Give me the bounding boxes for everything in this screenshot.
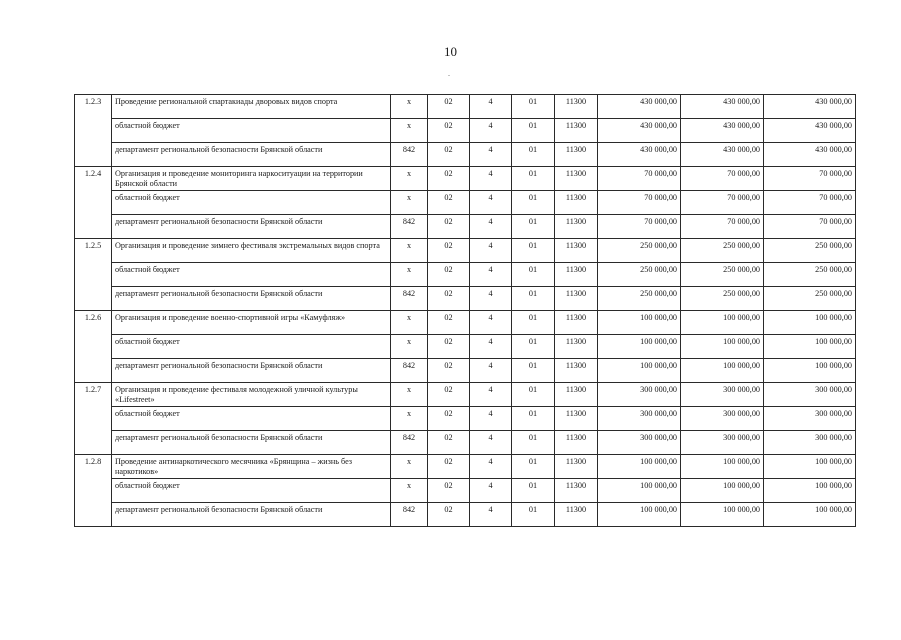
amount-year3-cell: 300 000,00 <box>764 431 856 455</box>
table-row <box>75 143 856 167</box>
section-code-cell: 02 <box>428 479 470 503</box>
amount-year2-cell: 300 000,00 <box>681 407 764 431</box>
table-row <box>75 119 856 143</box>
amount-year1-cell: 300 000,00 <box>598 383 681 407</box>
measure-code-cell: 01 <box>512 335 555 359</box>
amount-year3-cell: 100 000,00 <box>764 503 856 527</box>
measure-code-cell: 01 <box>512 263 555 287</box>
subsection-code-cell: 4 <box>470 143 512 167</box>
item-name-cell: Проведение региональной спартакиады дворовых видов спорта <box>112 95 391 119</box>
amount-year3-cell: 300 000,00 <box>764 407 856 431</box>
amount-year1-cell: 70 000,00 <box>598 191 681 215</box>
amount-year1-cell: 70 000,00 <box>598 167 681 191</box>
subsection-code-cell: 4 <box>470 431 512 455</box>
table-row <box>75 383 856 407</box>
amount-year2-cell: 250 000,00 <box>681 263 764 287</box>
amount-year1-cell: 100 000,00 <box>598 311 681 335</box>
amount-year3-cell: 250 000,00 <box>764 263 856 287</box>
budget-code-cell: 11300 <box>555 359 598 383</box>
item-name-cell: Организация и проведение военно-спортивной игры «Камуфляж» <box>112 311 391 335</box>
measure-code-cell: 01 <box>512 215 555 239</box>
amount-year3-cell: 100 000,00 <box>764 455 856 479</box>
amount-year1-cell: 100 000,00 <box>598 359 681 383</box>
table-row <box>75 335 856 359</box>
grbs-cell: х <box>391 167 428 191</box>
subsection-code-cell: 4 <box>470 119 512 143</box>
amount-year1-cell: 300 000,00 <box>598 431 681 455</box>
grbs-cell: 842 <box>391 215 428 239</box>
item-number-cell: 1.2.4 <box>75 167 112 239</box>
item-name-cell: департамент региональной безопасности Брянской области <box>112 431 391 455</box>
grbs-cell: 842 <box>391 431 428 455</box>
subsection-code-cell: 4 <box>470 383 512 407</box>
budget-code-cell: 11300 <box>555 143 598 167</box>
measure-code-cell: 01 <box>512 431 555 455</box>
item-name-cell: областной бюджет <box>112 263 391 287</box>
measure-code-cell: 01 <box>512 503 555 527</box>
measure-code-cell: 01 <box>512 191 555 215</box>
amount-year2-cell: 250 000,00 <box>681 287 764 311</box>
amount-year3-cell: 430 000,00 <box>764 95 856 119</box>
budget-code-cell: 11300 <box>555 503 598 527</box>
amount-year1-cell: 100 000,00 <box>598 335 681 359</box>
amount-year2-cell: 70 000,00 <box>681 215 764 239</box>
grbs-cell: 842 <box>391 287 428 311</box>
measure-code-cell: 01 <box>512 239 555 263</box>
amount-year2-cell: 430 000,00 <box>681 95 764 119</box>
amount-year2-cell: 430 000,00 <box>681 143 764 167</box>
budget-code-cell: 11300 <box>555 191 598 215</box>
item-name-cell: департамент региональной безопасности Брянской области <box>112 287 391 311</box>
section-code-cell: 02 <box>428 143 470 167</box>
amount-year1-cell: 100 000,00 <box>598 455 681 479</box>
amount-year1-cell: 430 000,00 <box>598 95 681 119</box>
amount-year2-cell: 70 000,00 <box>681 167 764 191</box>
item-number-cell: 1.2.5 <box>75 239 112 311</box>
item-name-cell: Организация и проведение фестиваля молодежной уличной культуры «Lifestreet» <box>112 383 391 407</box>
section-code-cell: 02 <box>428 287 470 311</box>
item-name-cell: департамент региональной безопасности Брянской области <box>112 215 391 239</box>
amount-year2-cell: 100 000,00 <box>681 503 764 527</box>
table-row <box>75 167 856 191</box>
amount-year1-cell: 430 000,00 <box>598 143 681 167</box>
table-row <box>75 191 856 215</box>
table-body <box>75 95 856 527</box>
item-name-cell: областной бюджет <box>112 119 391 143</box>
grbs-cell: х <box>391 311 428 335</box>
table-row <box>75 95 856 119</box>
amount-year2-cell: 250 000,00 <box>681 239 764 263</box>
budget-code-cell: 11300 <box>555 479 598 503</box>
budget-code-cell: 11300 <box>555 455 598 479</box>
subsection-code-cell: 4 <box>470 311 512 335</box>
amount-year3-cell: 430 000,00 <box>764 143 856 167</box>
item-name-cell: Организация и проведение зимнего фестиваля экстремальных видов спорта <box>112 239 391 263</box>
section-code-cell: 02 <box>428 503 470 527</box>
table-row <box>75 311 856 335</box>
budget-code-cell: 11300 <box>555 431 598 455</box>
table-row <box>75 359 856 383</box>
budget-code-cell: 11300 <box>555 95 598 119</box>
amount-year3-cell: 100 000,00 <box>764 311 856 335</box>
grbs-cell: х <box>391 119 428 143</box>
measure-code-cell: 01 <box>512 359 555 383</box>
amount-year3-cell: 300 000,00 <box>764 383 856 407</box>
subsection-code-cell: 4 <box>470 215 512 239</box>
budget-code-cell: 11300 <box>555 263 598 287</box>
subsection-code-cell: 4 <box>470 263 512 287</box>
amount-year2-cell: 100 000,00 <box>681 311 764 335</box>
subsection-code-cell: 4 <box>470 287 512 311</box>
amount-year1-cell: 70 000,00 <box>598 215 681 239</box>
section-code-cell: 02 <box>428 383 470 407</box>
page-number: 10 <box>444 44 457 59</box>
item-number-cell: 1.2.8 <box>75 455 112 527</box>
amount-year3-cell: 100 000,00 <box>764 479 856 503</box>
amount-year3-cell: 70 000,00 <box>764 215 856 239</box>
item-name-cell: Организация и проведение мониторинга наркоситуации на территории Брянской области <box>112 167 391 191</box>
amount-year1-cell: 100 000,00 <box>598 479 681 503</box>
budget-code-cell: 11300 <box>555 119 598 143</box>
amount-year3-cell: 100 000,00 <box>764 359 856 383</box>
measure-code-cell: 01 <box>512 407 555 431</box>
amount-year3-cell: 70 000,00 <box>764 191 856 215</box>
grbs-cell: х <box>391 95 428 119</box>
subsection-code-cell: 4 <box>470 503 512 527</box>
item-name-cell: Проведение антинаркотического месячника «Брянщина – жизнь без наркотиков» <box>112 455 391 479</box>
amount-year2-cell: 300 000,00 <box>681 431 764 455</box>
section-code-cell: 02 <box>428 167 470 191</box>
budget-code-cell: 11300 <box>555 407 598 431</box>
measure-code-cell: 01 <box>512 479 555 503</box>
amount-year1-cell: 300 000,00 <box>598 407 681 431</box>
budget-code-cell: 11300 <box>555 311 598 335</box>
grbs-cell: 842 <box>391 503 428 527</box>
amount-year3-cell: 250 000,00 <box>764 287 856 311</box>
amount-year2-cell: 100 000,00 <box>681 479 764 503</box>
section-code-cell: 02 <box>428 95 470 119</box>
item-name-cell: областной бюджет <box>112 335 391 359</box>
measure-code-cell: 01 <box>512 455 555 479</box>
amount-year3-cell: 100 000,00 <box>764 335 856 359</box>
budget-code-cell: 11300 <box>555 215 598 239</box>
subsection-code-cell: 4 <box>470 335 512 359</box>
grbs-cell: х <box>391 407 428 431</box>
measure-code-cell: 01 <box>512 383 555 407</box>
table-row <box>75 431 856 455</box>
section-code-cell: 02 <box>428 335 470 359</box>
amount-year2-cell: 100 000,00 <box>681 359 764 383</box>
budget-code-cell: 11300 <box>555 239 598 263</box>
subsection-code-cell: 4 <box>470 479 512 503</box>
item-name-cell: областной бюджет <box>112 191 391 215</box>
amount-year1-cell: 250 000,00 <box>598 287 681 311</box>
section-code-cell: 02 <box>428 215 470 239</box>
item-name-cell: департамент региональной безопасности Брянской области <box>112 359 391 383</box>
budget-code-cell: 11300 <box>555 335 598 359</box>
measure-code-cell: 01 <box>512 95 555 119</box>
table-row <box>75 215 856 239</box>
section-code-cell: 02 <box>428 359 470 383</box>
grbs-cell: х <box>391 263 428 287</box>
amount-year1-cell: 430 000,00 <box>598 119 681 143</box>
section-code-cell: 02 <box>428 431 470 455</box>
measure-code-cell: 01 <box>512 287 555 311</box>
amount-year2-cell: 430 000,00 <box>681 119 764 143</box>
subsection-code-cell: 4 <box>470 191 512 215</box>
budget-code-cell: 11300 <box>555 167 598 191</box>
section-code-cell: 02 <box>428 311 470 335</box>
section-code-cell: 02 <box>428 191 470 215</box>
amount-year2-cell: 100 000,00 <box>681 455 764 479</box>
item-name-cell: департамент региональной безопасности Брянской области <box>112 143 391 167</box>
grbs-cell: х <box>391 191 428 215</box>
amount-year3-cell: 250 000,00 <box>764 239 856 263</box>
table-row <box>75 455 856 479</box>
subsection-code-cell: 4 <box>470 239 512 263</box>
amount-year2-cell: 70 000,00 <box>681 191 764 215</box>
table-row <box>75 479 856 503</box>
amount-year3-cell: 430 000,00 <box>764 119 856 143</box>
subsection-code-cell: 4 <box>470 359 512 383</box>
item-number-cell: 1.2.7 <box>75 383 112 455</box>
item-name-cell: областной бюджет <box>112 407 391 431</box>
subsection-code-cell: 4 <box>470 407 512 431</box>
table-row <box>75 287 856 311</box>
budget-code-cell: 11300 <box>555 287 598 311</box>
grbs-cell: х <box>391 479 428 503</box>
subsection-code-cell: 4 <box>470 167 512 191</box>
table-row <box>75 239 856 263</box>
item-name-cell: департамент региональной безопасности Брянской области <box>112 503 391 527</box>
amount-year1-cell: 250 000,00 <box>598 239 681 263</box>
amount-year2-cell: 100 000,00 <box>681 335 764 359</box>
table-row <box>75 407 856 431</box>
scan-mark: . <box>448 69 450 78</box>
amount-year2-cell: 300 000,00 <box>681 383 764 407</box>
subsection-code-cell: 4 <box>470 455 512 479</box>
budget-table <box>74 94 856 527</box>
item-name-cell: областной бюджет <box>112 479 391 503</box>
grbs-cell: х <box>391 239 428 263</box>
budget-code-cell: 11300 <box>555 383 598 407</box>
amount-year1-cell: 250 000,00 <box>598 263 681 287</box>
item-number-cell: 1.2.6 <box>75 311 112 383</box>
measure-code-cell: 01 <box>512 311 555 335</box>
section-code-cell: 02 <box>428 407 470 431</box>
section-code-cell: 02 <box>428 119 470 143</box>
grbs-cell: 842 <box>391 143 428 167</box>
table-row <box>75 263 856 287</box>
measure-code-cell: 01 <box>512 143 555 167</box>
section-code-cell: 02 <box>428 455 470 479</box>
amount-year1-cell: 100 000,00 <box>598 503 681 527</box>
section-code-cell: 02 <box>428 239 470 263</box>
amount-year3-cell: 70 000,00 <box>764 167 856 191</box>
grbs-cell: х <box>391 455 428 479</box>
table-row <box>75 503 856 527</box>
section-code-cell: 02 <box>428 263 470 287</box>
grbs-cell: 842 <box>391 359 428 383</box>
grbs-cell: х <box>391 383 428 407</box>
subsection-code-cell: 4 <box>470 95 512 119</box>
measure-code-cell: 01 <box>512 167 555 191</box>
grbs-cell: х <box>391 335 428 359</box>
measure-code-cell: 01 <box>512 119 555 143</box>
item-number-cell: 1.2.3 <box>75 95 112 167</box>
